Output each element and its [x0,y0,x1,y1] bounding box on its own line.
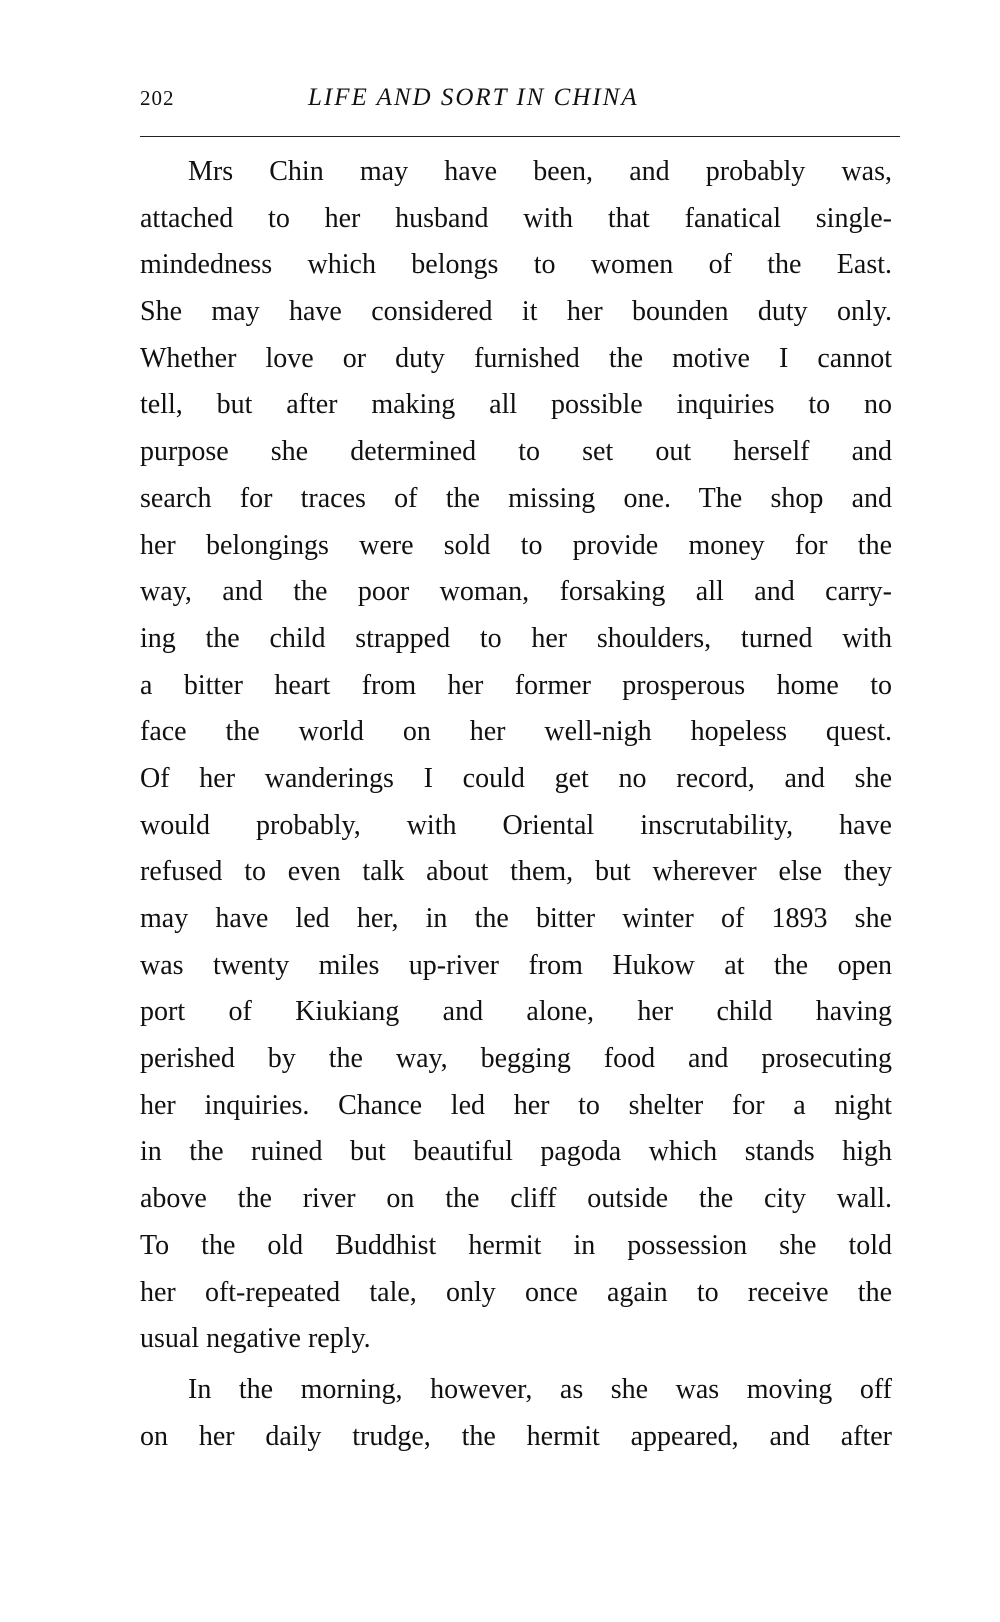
text-line: Whether love or duty furnished the motive I cannot [140,342,892,374]
text-line: her inquiries. Chance led her to shelter for a night [140,1089,892,1121]
text-line: perished by the way, begging food and prosecuting [140,1043,892,1075]
text-line: To the old Buddhist hermit in possession she told [140,1229,892,1261]
text-line: tell, but after making all possible inquiries to no [140,389,892,421]
text-line: way, and the poor woman, forsaking all and carry- [140,576,892,608]
text-line: in the ruined but beautiful pagoda which stands high [140,1136,892,1168]
text-line: Mrs Chin may have been, and probably was, [188,156,892,187]
body-text [140,149,892,1460]
text-line: purpose she determined to set out herself and [140,436,892,468]
text-line: She may have considered it her bounden duty only. [140,296,892,328]
page-number: 202 [140,86,175,110]
running-title: LIFE AND SORT IN CHINA [308,84,639,111]
paragraph-2 [140,1367,892,1460]
text-line: face the world on her well-nigh hopeless quest. [140,716,892,748]
text-line: above the river on the cliff outside the city wall. [140,1183,892,1215]
page-header [140,86,900,126]
text-line: would probably, with Oriental inscrutability, have [140,809,892,841]
text-line: was twenty miles up-river from Hukow at the open [140,949,892,981]
text-line: In the morning, however, as she was moving off [188,1373,892,1405]
text-line: attached to her husband with that fanatical single- [140,202,892,234]
text-line: may have led her, in the bitter winter of 1893 she [140,903,892,934]
paragraph-1 [140,149,892,1363]
text-line: usual negative reply. [140,1323,371,1355]
text-line: refused to even talk about them, but wherever else they [140,856,892,888]
text-line: port of Kiukiang and alone, her child having [140,996,892,1028]
text-line: on her daily trudge, the hermit appeared, and after [140,1420,892,1452]
text-line: her oft-repeated tale, only once again to receive the [140,1276,892,1308]
text-line: her belongings were sold to provide money for the [140,529,892,561]
text-line: mindedness which belongs to women of the East. [140,249,892,281]
text-line: search for traces of the missing one. The shop and [140,482,892,514]
text-line: a bitter heart from her former prosperous home to [140,669,892,701]
text-line: ing the child strapped to her shoulders, turned with [140,622,892,654]
text-line: Of her wanderings I could get no record, and she [140,762,892,794]
header-rule [140,136,900,137]
